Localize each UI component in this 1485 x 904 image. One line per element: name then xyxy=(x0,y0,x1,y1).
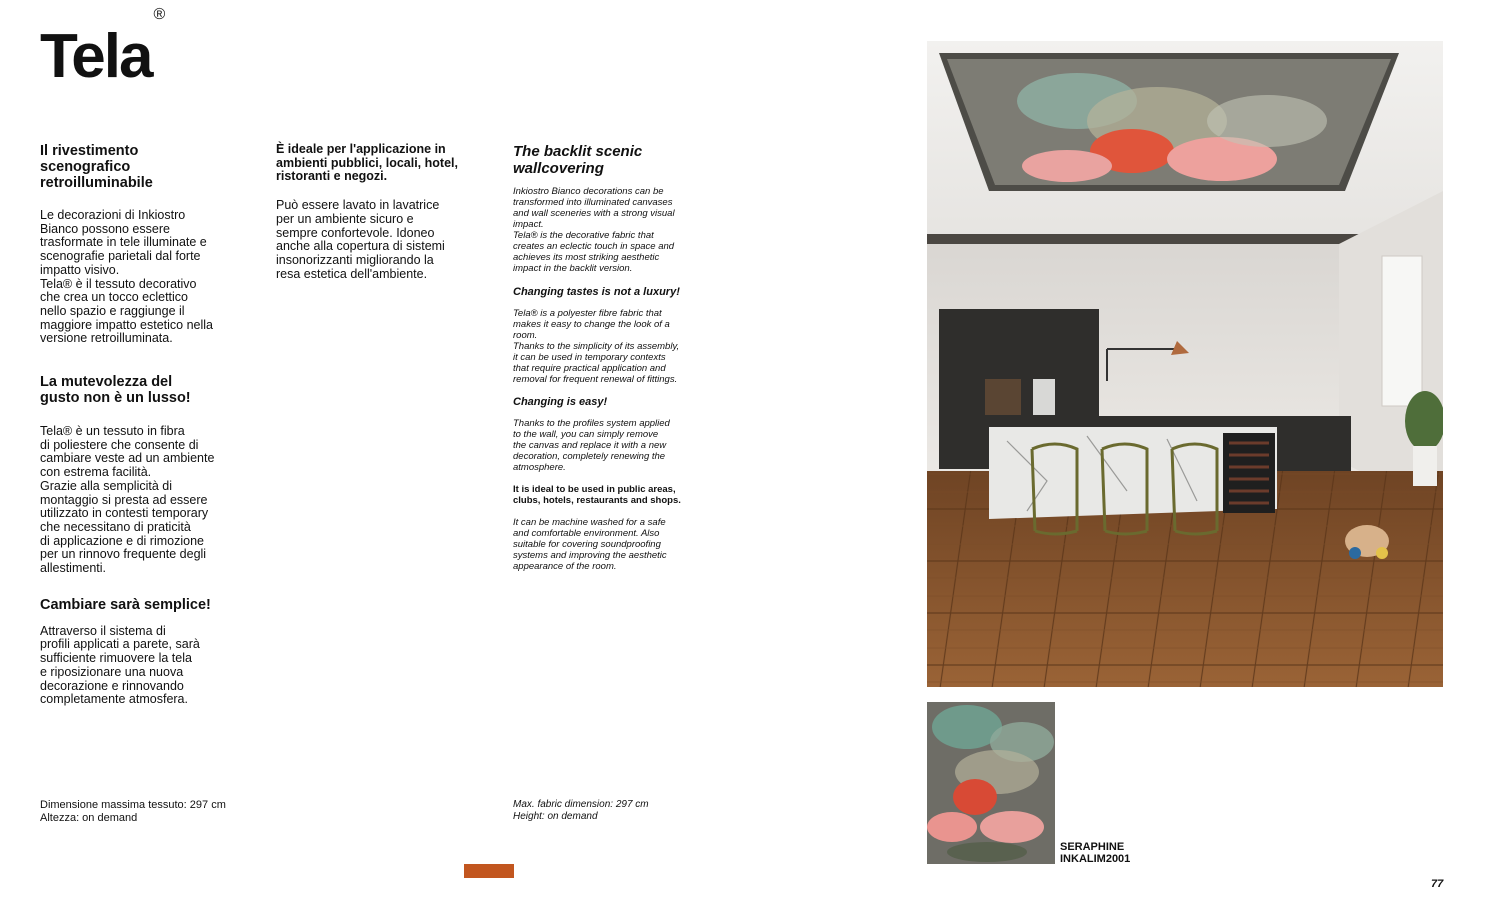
english-text-taste: Tela® is a polyester fibre fabric that makes it easy to change the look of a room. Thanks to the simplicity of its assembly, it can be used in temporary contexts that require practical application and removal for frequent renewal of fittings. xyxy=(513,308,680,385)
italian-column-2 xyxy=(276,143,476,281)
swatch-label xyxy=(1060,841,1130,865)
swatch-code: INKALIM2001 xyxy=(1060,853,1131,865)
italian-column xyxy=(40,143,240,707)
washable-text: Può essere lavato in lavatrice per un ambiente sicuro e sempre confortevole. Idoneo anche alla copertura di sistemi insonorizzanti migliorando la resa estetica dell'ambiente. xyxy=(276,198,445,281)
ideal-use-text: È ideale per l'applicazione in ambienti pubblici, locali, hotel, ristoranti e negozi. xyxy=(276,142,458,184)
english-heading: The backlit scenic wallcovering xyxy=(513,143,643,177)
section-heading-change: Cambiare sarà semplice! xyxy=(40,596,211,613)
page-title: Tela® xyxy=(40,6,166,91)
section-text-change: Attraverso il sistema di profili applicati a parete, sarà sufficiente rimuovere la tela e riposizionare una nuova decorazione e rinnovando completamente atmosfera. xyxy=(40,623,200,707)
section-heading-taste: La mutevolezza del gusto non è un lusso! xyxy=(40,374,191,407)
english-column xyxy=(513,143,708,572)
english-text-washable: It can be machine washed for a safe and comfortable environment. Also suitable for covering soundproofing systems and improving the aesthetic appearance of the room. xyxy=(513,517,667,572)
footer-dimensions-en: Max. fabric dimension: 297 cm Height: on demand xyxy=(513,799,649,822)
page-number: 77 xyxy=(1431,878,1444,890)
accent-bar xyxy=(464,864,514,878)
section-text-taste: Tela® è un tessuto in fibra di poliestere che consente di cambiare veste ad un ambiente con estrema facilità. Grazie alla semplicità di montaggio si presta ad essere utilizzato in contesti temporary che necessitano di praticità di applicazione e di rimozione per un rinnovo frequente degli allestimenti. xyxy=(40,424,215,576)
english-subheading-taste: Changing tastes is not a luxury! xyxy=(513,286,680,298)
section-text-backlit: Le decorazioni di Inkiostro Bianco possono essere trasformate in tele illuminate e scenografie parietali dal forte impatto visivo. Tela® è il tessuto decorativo che crea un tocco eclettico nello spazio e raggiunge il maggiore impatto estetico nella versione retroilluminata. xyxy=(40,208,214,346)
room-photo xyxy=(927,41,1443,687)
english-ideal-use: It is ideal to be used in public areas, clubs, hotels, restaurants and shops. xyxy=(513,484,681,506)
swatch-name: SERAPHINE xyxy=(1060,841,1125,853)
english-subheading-change: Changing is easy! xyxy=(513,396,608,408)
english-text-intro: Inkiostro Bianco decorations can be transformed into illuminated canvases and wall sceneries with a strong visual impact. Tela® is the decorative fabric that creates an eclectic touch in space and achieves its most striking aesthetic impact in the backlit version. xyxy=(513,186,675,274)
section-heading-backlit: Il rivestimento scenografico retroilluminabile xyxy=(40,143,153,191)
footer-dimensions-it: Dimensione massima tessuto: 297 cm Altezza: on demand xyxy=(40,799,226,824)
registered-mark: ® xyxy=(153,6,166,24)
english-text-change: Thanks to the profiles system applied to the wall, you can simply remove the canvas and replace it with a new decoration, completely renewing the atmosphere. xyxy=(513,418,670,473)
fabric-swatch xyxy=(927,702,1055,864)
